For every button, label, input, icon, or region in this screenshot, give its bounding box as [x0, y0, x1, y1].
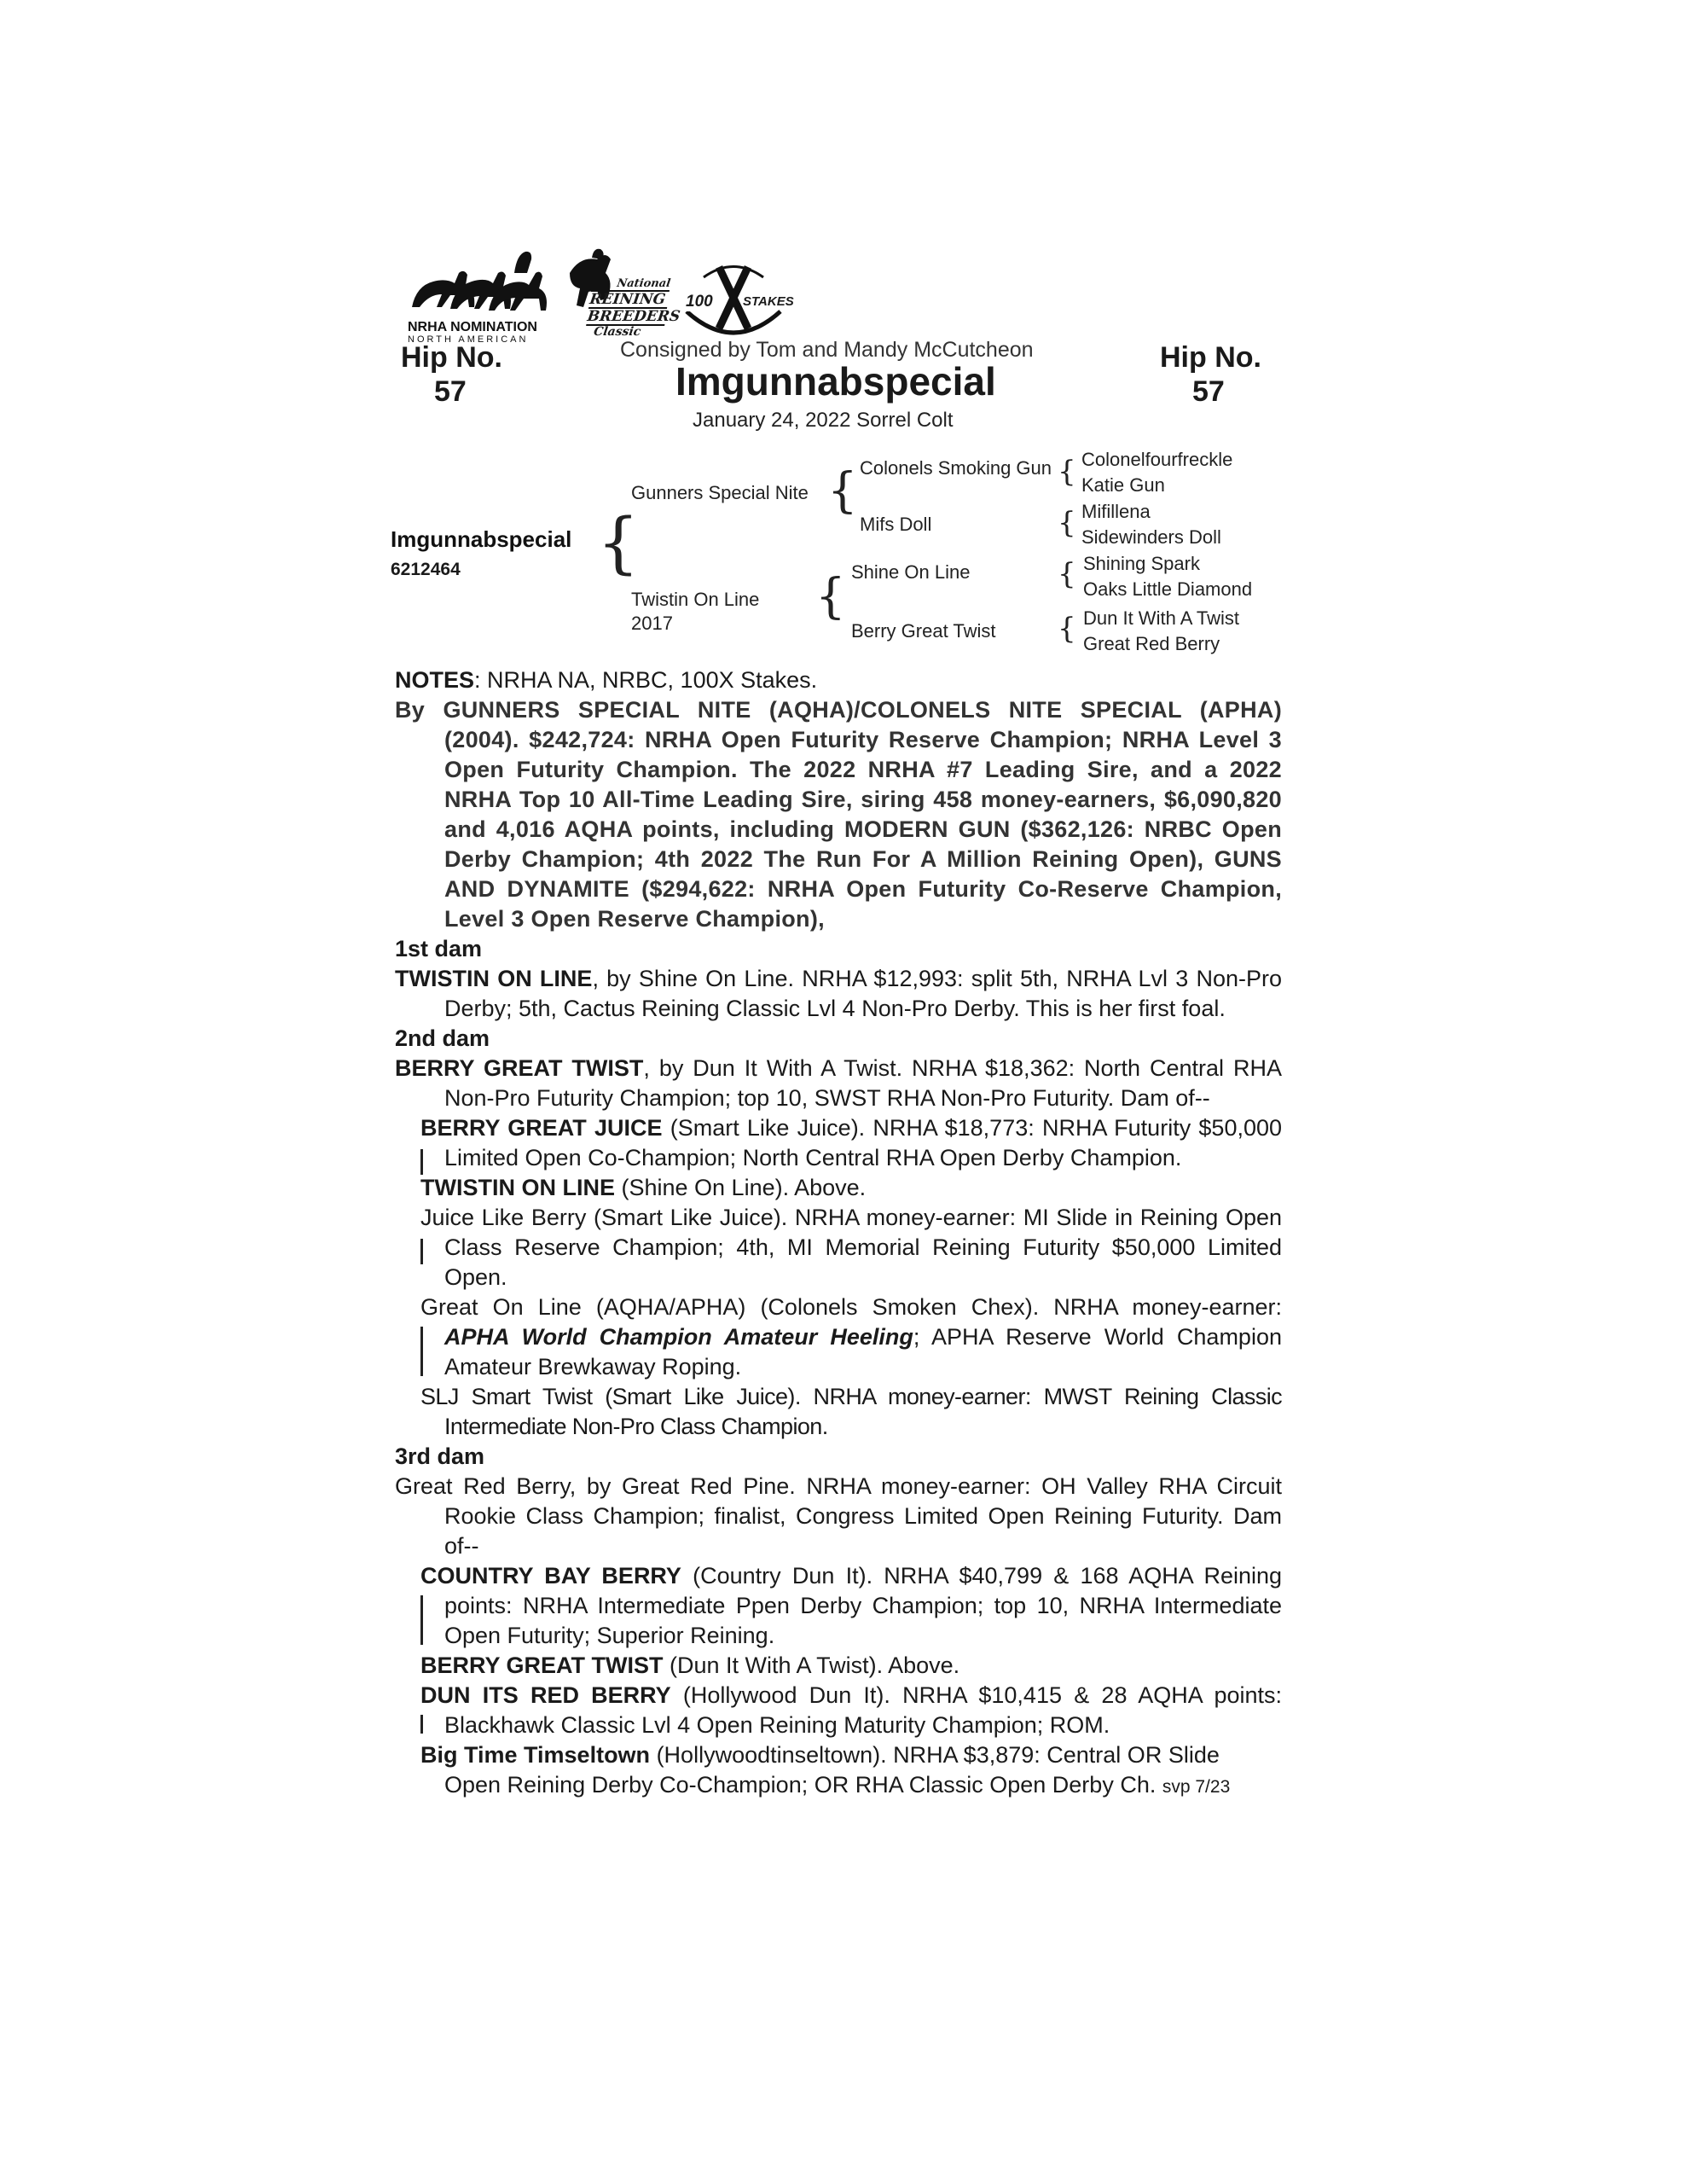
north-american-text: NORTH AMERICAN: [408, 334, 529, 345]
second-dam-offspring-5: [420, 1382, 1282, 1442]
nrbc-reining-text: REINING: [588, 290, 670, 307]
hip-label-left: Hip No.: [401, 341, 502, 374]
nrbc-logo: [563, 247, 681, 343]
registration-number: 6212464: [391, 560, 461, 579]
offspring-text: SLJ Smart Twist (Smart Like Juice). NRHA money-earner: MWST Reining Classic Intermediate Non-Pro Class Champion.: [420, 1384, 1282, 1439]
pedigree-g1: Colonelfourfreckle: [1081, 449, 1233, 470]
pedigree-g7: Dun It With A Twist: [1083, 607, 1239, 629]
catalog-body: [395, 665, 1282, 1802]
second-dam-offspring-3: [420, 1203, 1282, 1292]
hip-number-left: 57: [434, 375, 467, 408]
pedigree-dam: Twistin On Line: [631, 589, 760, 610]
brace-g2: {: [1058, 506, 1076, 540]
offspring-text-post: ; APHA Reserve World Champion Amateur Brewkaway Roping.: [444, 1324, 1282, 1380]
third-dam-offspring-2: [420, 1651, 1282, 1681]
second-dam-offspring-2: [420, 1173, 1282, 1203]
nrha-nomination-text: NRHA NOMINATION: [408, 320, 537, 334]
pedigree-g8: Great Red Berry: [1083, 633, 1220, 654]
notes-line: [395, 665, 1282, 695]
consignor-line: Consigned by Tom and Mandy McCutcheon: [620, 338, 1034, 362]
nrbc-national-text: National: [616, 277, 672, 290]
pedigree-sire-sire: Colonels Smoking Gun: [860, 457, 1052, 479]
offspring-name: COUNTRY BAY BERRY: [420, 1563, 681, 1589]
offspring-text: (Hollywood Dun It). NRHA $10,415 & 28 AQHA points: Blackhawk Classic Lvl 4 Open Reining Maturity Champion; ROM.: [444, 1682, 1282, 1738]
offspring-name: DUN ITS RED BERRY: [420, 1682, 671, 1708]
brace-g1: {: [1058, 455, 1076, 489]
hip-number-right: 57: [1192, 375, 1225, 408]
offspring-text: (Hollywoodtinseltown). NRHA $3,879: Central OR Slide Open Reining Derby Co-Champion; OR RHA Classic Open Derby Ch.: [444, 1742, 1220, 1798]
hip-label-right: Hip No.: [1160, 341, 1261, 374]
first-dam-heading: 1st dam: [395, 936, 483, 961]
first-dam-name: TWISTIN ON LINE: [395, 966, 593, 991]
pedigree-sire-dam: Mifs Doll: [860, 514, 932, 535]
offspring-text: (Smart Like Juice). NRHA $18,773: NRHA Futurity $50,000 Limited Open Co-Champion; North Central RHA Open Derby Champion.: [444, 1115, 1283, 1170]
offspring-name: Big Time Timseltown: [420, 1742, 651, 1768]
pedigree-g3: Mifillena: [1081, 501, 1151, 522]
offspring-text: (Shine On Line). Above.: [614, 1175, 867, 1200]
second-dam-text: , by Dun It With A Twist. NRHA $18,362: North Central RHA Non-Pro Futurity Champion; top 10, SWST RHA Non-Pro Futurity. Dam of--: [444, 1055, 1282, 1111]
pedigree-dam-dam: Berry Great Twist: [851, 620, 996, 642]
stakes-producer-bar: [420, 1149, 423, 1175]
horses-silhouette-icon: [408, 247, 557, 316]
third-dam-offspring-1: [420, 1561, 1282, 1651]
sire-paragraph: By GUNNERS SPECIAL NITE (AQHA)/COLONELS NITE SPECIAL (APHA) (2004). $242,724: NRHA Open Futurity Reserve Champion; NRHA Level 3 Open Futurity Champion. The 2022 NRHA #7 Leading Sire, and a 2022 NRHA Top 10 All-Time Leading Sire, siring 458 money-earners, $6,090,820 and 4,016 AQHA points, including MODERN GUN ($362,126: NRBC Open Derby Champion; 4th 2022 The Run For A Million Reining Open), GUNS AND DYNAMITE ($294,622: NRHA Open Futurity Co-Reserve Champion, Level 3 Open Reserve Champion),: [395, 697, 1282, 932]
first-dam-paragraph: [395, 964, 1282, 1024]
offspring-award: APHA World Champion Amateur Heeling: [444, 1324, 913, 1350]
foaling-date-line: January 24, 2022 Sorrel Colt: [693, 409, 954, 432]
pedigree-g5: Shining Spark: [1083, 553, 1200, 574]
offspring-text: (Dun It With A Twist). Above.: [663, 1653, 960, 1678]
stakes-producer-bar: [420, 1327, 423, 1376]
second-dam-name: BERRY GREAT TWIST: [395, 1055, 644, 1081]
stakes-producer-bar: [420, 1715, 423, 1734]
second-dam-heading: 2nd dam: [395, 1025, 490, 1051]
offspring-text-pre: Great On Line (AQHA/APHA) (Colonels Smoken Chex). NRHA money-earner:: [420, 1294, 1282, 1320]
third-dam-offspring-3: [420, 1681, 1282, 1740]
third-dam-heading: 3rd dam: [395, 1443, 485, 1469]
brace-g4: {: [1058, 612, 1076, 646]
brace-sire: {: [827, 463, 858, 519]
first-dam-text: , by Shine On Line. NRHA $12,993: split 5th, NRHA Lvl 3 Non-Pro Derby; 5th, Cactus Reining Classic Lvl 4 Non-Pro Derby. This is her first foal.: [444, 966, 1283, 1021]
100x-stakes-logo: [678, 260, 794, 341]
second-dam-offspring-1: [420, 1113, 1282, 1173]
nrbc-classic-text: Classic: [593, 325, 642, 339]
notes-label: NOTES: [395, 667, 475, 693]
pedigree-g2: Katie Gun: [1081, 474, 1165, 496]
notes-text: : NRHA NA, NRBC, 100X Stakes.: [474, 667, 818, 693]
nrha-nomination-logo: [408, 247, 557, 343]
offspring-name: TWISTIN ON LINE: [420, 1175, 615, 1200]
second-dam-offspring-4: [420, 1292, 1282, 1382]
pedigree-dam-sire: Shine On Line: [851, 561, 971, 583]
offspring-text: (Country Dun It). NRHA $40,799 & 168 AQHA Reining points: NRHA Intermediate Ppen Derby Champion; top 10, NRHA Intermediate Open Futurity; Superior Reining.: [444, 1563, 1283, 1648]
100x-number: 100: [686, 293, 713, 311]
horse-name-title: Imgunnabspecial: [675, 359, 996, 404]
offspring-name: BERRY GREAT JUICE: [420, 1115, 663, 1141]
footer-code: svp 7/23: [1162, 1777, 1231, 1797]
pedigree-subject-name: Imgunnabspecial: [391, 526, 572, 552]
offspring-text: Juice Like Berry (Smart Like Juice). NRHA money-earner: MI Slide in Reining Open Class Reserve Champion; 4th, MI Memorial Reining Futurity $50,000 Limited Open.: [420, 1205, 1282, 1290]
second-dam-paragraph: [395, 1054, 1282, 1113]
offspring-name: BERRY GREAT TWIST: [420, 1653, 664, 1678]
pedigree-sire: Gunners Special Nite: [631, 482, 809, 503]
third-dam-paragraph: Great Red Berry, by Great Red Pine. NRHA money-earner: OH Valley RHA Circuit Rookie Class Champion; finalist, Congress Limited Open Reining Futurity. Dam of--: [395, 1473, 1282, 1559]
stakes-producer-bar: [420, 1239, 423, 1264]
pedigree-g6: Oaks Little Diamond: [1083, 578, 1253, 600]
stakes-producer-bar: [420, 1595, 423, 1645]
pedigree-dam-year: 2017: [631, 613, 673, 634]
brace-dam: {: [815, 569, 846, 624]
100x-stakes-word: STAKES: [743, 294, 794, 309]
brace-g3: {: [1058, 557, 1076, 591]
nrbc-breeders-text: BREEDERS: [586, 308, 681, 325]
third-dam-offspring-4: [420, 1740, 1282, 1802]
brace-subject: {: [597, 505, 640, 582]
pedigree-g4: Sidewinders Doll: [1081, 526, 1221, 548]
